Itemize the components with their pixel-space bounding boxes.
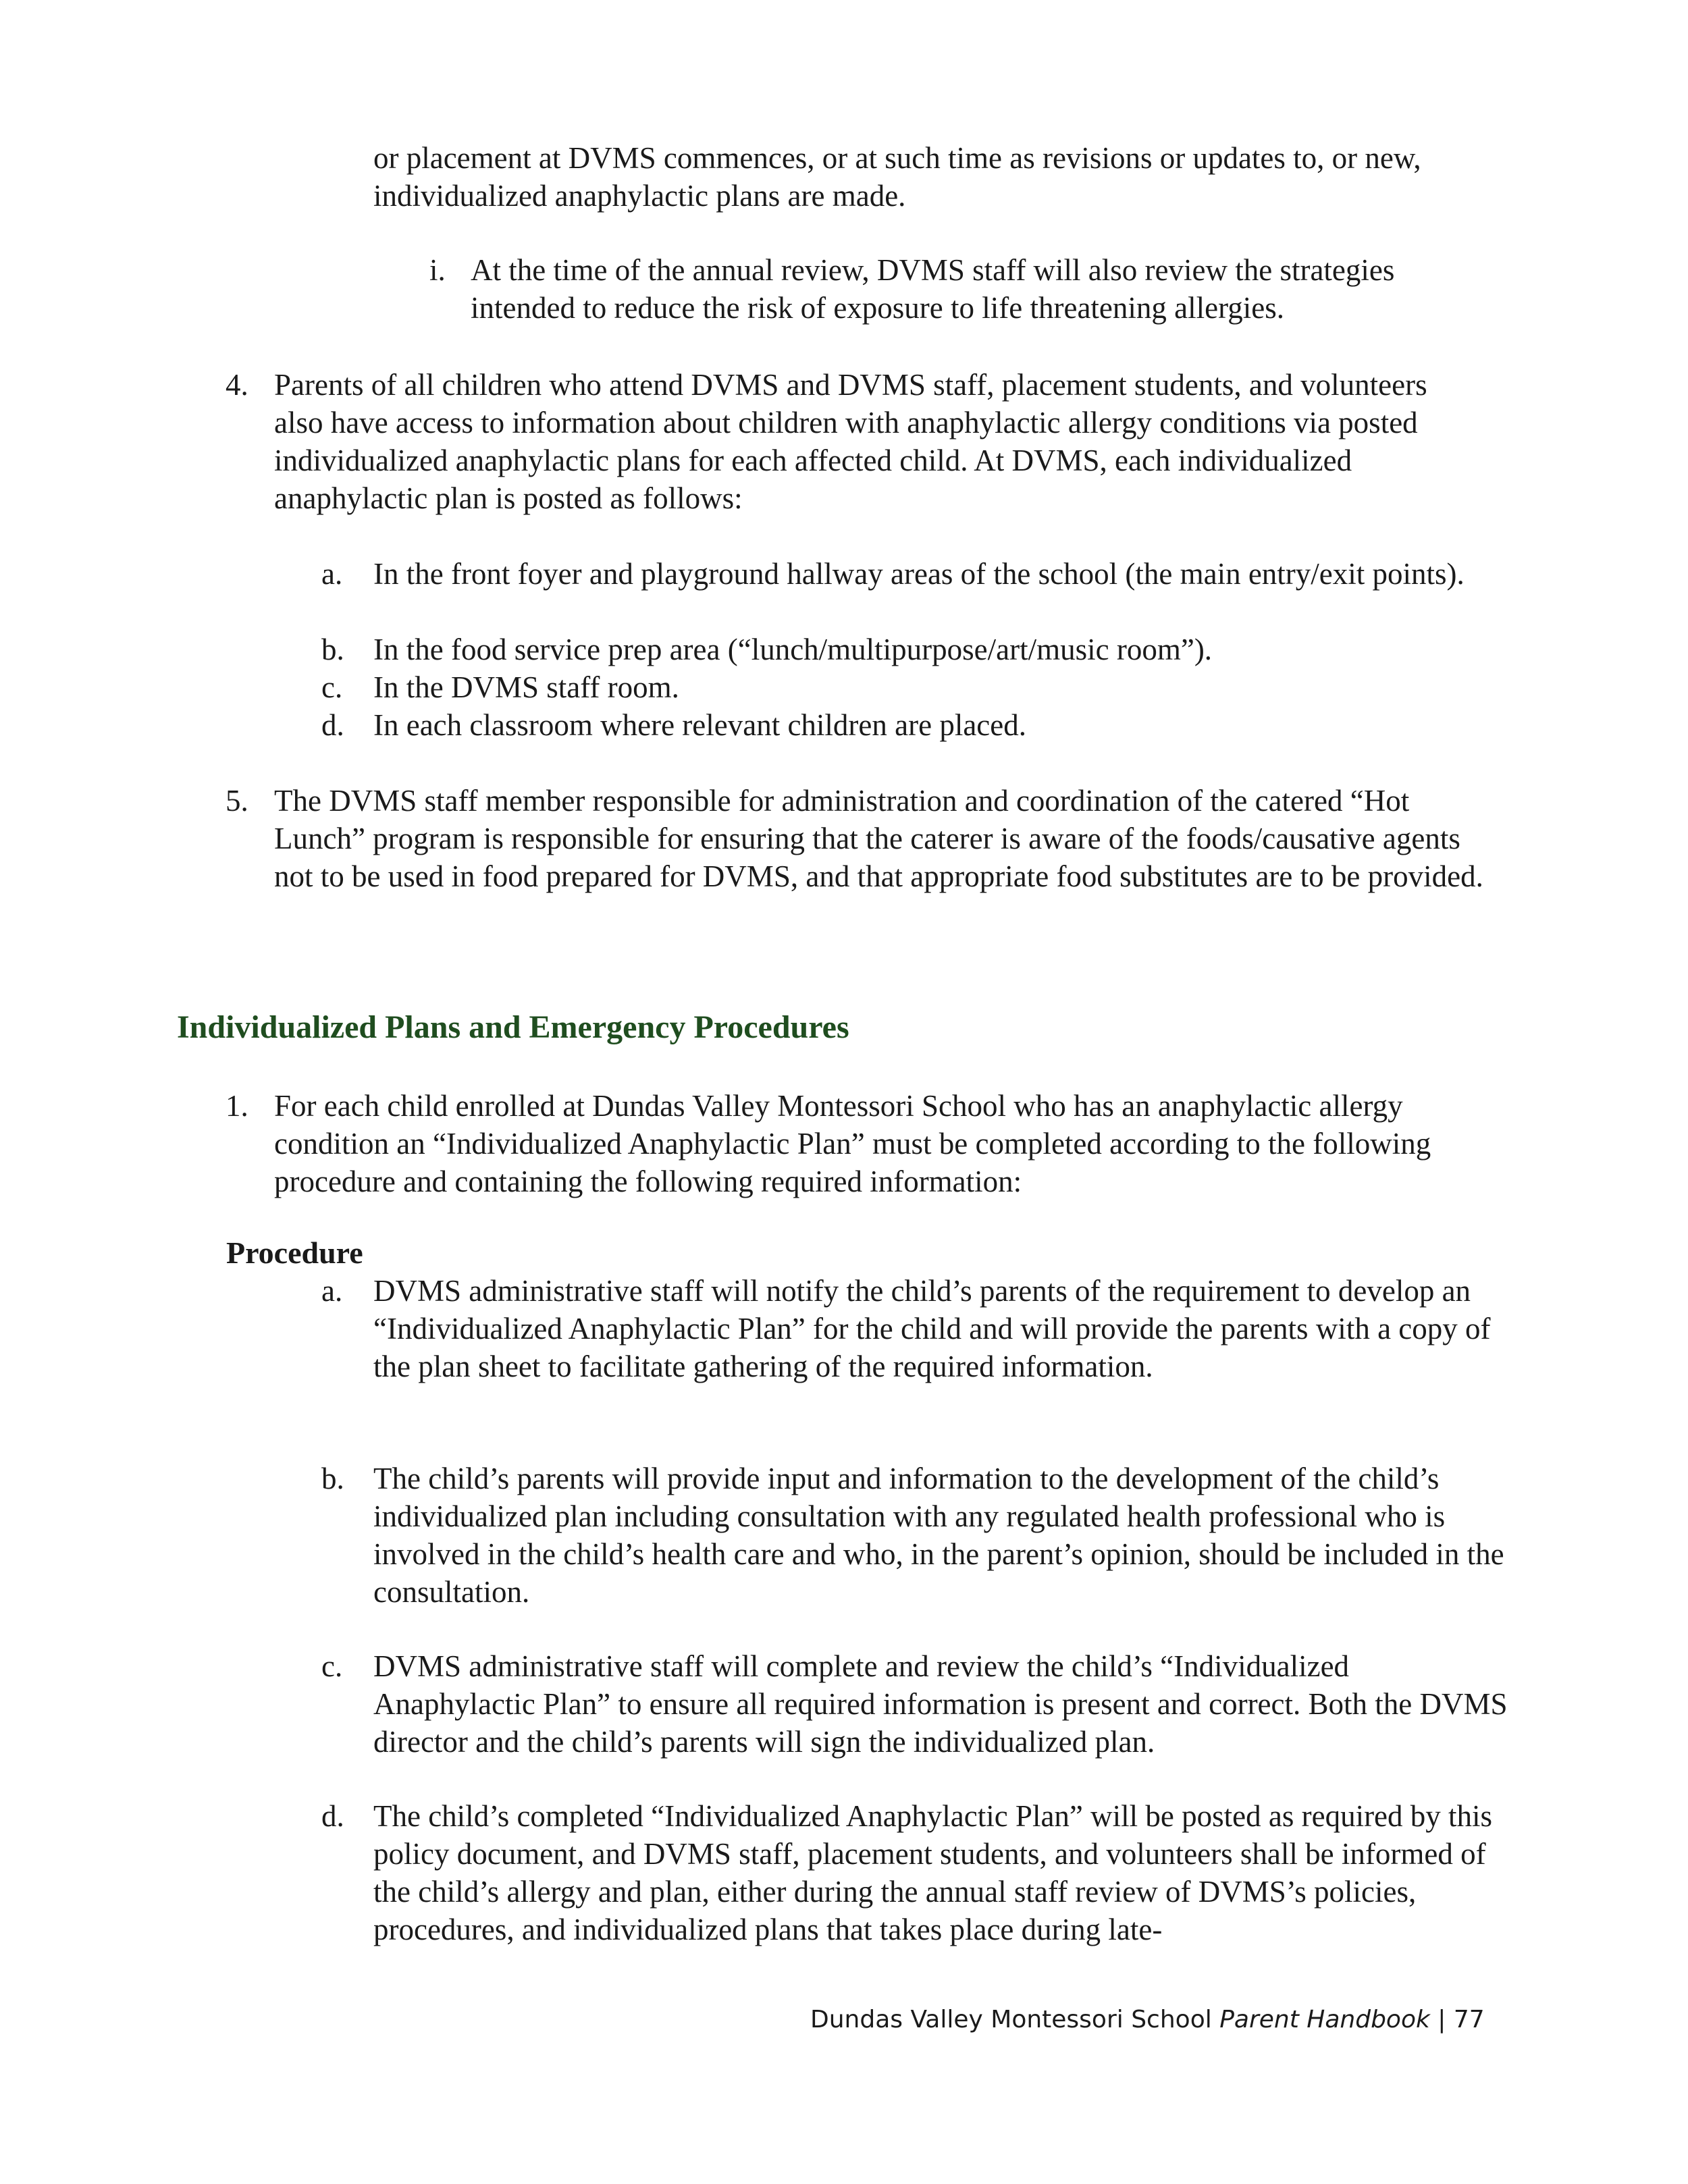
item4-sub-d-marker: d. <box>321 708 344 742</box>
footer-page-number: 77 <box>1453 2006 1485 2033</box>
procedure-d-text: The child’s completed “Individualized Anaphylactic Plan” will be posted as required by this policy document, and DVMS staff, placement students, and volunteers shall be informed of the child’s allergy and plan, either during the annual staff review of DVMS’s policies, procedures, and individualized plans that takes place during late- <box>373 1799 1493 1946</box>
intro-sub-marker: i. <box>429 253 446 287</box>
procedure-b-marker: b. <box>321 1462 344 1495</box>
procedure-b-text: The child’s parents will provide input and information to the development of the child’s individualized plan including consultation with any regulated health professional who is involved in the child’s health care and who, in the parent’s opinion, should be included in the consultation. <box>373 1462 1504 1609</box>
item4-sub-b-text: In the food service prep area (“lunch/multipurpose/art/music room”). <box>373 633 1213 666</box>
item4-sub-d-text: In each classroom where relevant children are placed. <box>373 708 1026 742</box>
section-item1-marker: 1. <box>226 1089 248 1123</box>
procedure-c-text: DVMS administrative staff will complete and review the child’s “Individualized Anaphylactic Plan” to ensure all required information is present and correct. Both the DVMS director and the child’s parents will sign the individualized plan. <box>373 1649 1508 1759</box>
item4-sub-a-text: In the front foyer and playground hallway areas of the school (the main entry/exit points). <box>373 557 1465 591</box>
procedure-heading: Procedure <box>226 1235 363 1270</box>
section-item1-text: For each child enrolled at Dundas Valley Montessori School who has an anaphylactic allergy condition an “Individualized Anaphylactic Plan” must be completed according to the following procedure and containing the following required information: <box>274 1089 1431 1198</box>
procedure-a-marker: a. <box>321 1274 343 1308</box>
footer-separator: | <box>1438 2006 1446 2033</box>
item4-sub-a-marker: a. <box>321 557 343 591</box>
procedure-d-marker: d. <box>321 1799 344 1833</box>
page-footer <box>810 2004 1485 2036</box>
footer-book-title: Parent Handbook <box>1219 2006 1430 2033</box>
intro-sub-text: At the time of the annual review, DVMS staff will also review the strategies intended to reduce the risk of exposure to life threatening allergies. <box>471 253 1395 325</box>
item4-sub-c-text: In the DVMS staff room. <box>373 670 679 704</box>
item4-text: Parents of all children who attend DVMS and DVMS staff, placement students, and volunteers also have access to information about children with anaphylactic allergy conditions via posted individualized anaphylactic plans for each affected child. At DVMS, each individualized anaphylactic plan is posted as follows: <box>274 368 1427 515</box>
footer-school: Dundas Valley Montessori School <box>810 2006 1212 2033</box>
item5-marker: 5. <box>226 784 248 818</box>
item4-marker: 4. <box>226 368 248 402</box>
procedure-a-text: DVMS administrative staff will notify the child’s parents of the requirement to develop an “Individualized Anaphylactic Plan” for the child and will provide the parents with a copy of the plan sheet to facilitate gathering of the required information. <box>373 1274 1491 1383</box>
procedure-c-marker: c. <box>321 1649 343 1683</box>
item4-sub-c-marker: c. <box>321 670 343 704</box>
intro-paragraph: or placement at DVMS commences, or at such time as revisions or updates to, or new, individualized anaphylactic plans are made. <box>373 141 1421 213</box>
item5-text: The DVMS staff member responsible for administration and coordination of the catered “Hot Lunch” program is responsible for ensuring that the caterer is aware of the foods/causative agents not to be used in food prepared for DVMS, and that appropriate food substitutes are to be provided. <box>274 784 1483 893</box>
item4-sub-b-marker: b. <box>321 633 344 666</box>
section-heading: Individualized Plans and Emergency Procedures <box>177 1009 849 1045</box>
